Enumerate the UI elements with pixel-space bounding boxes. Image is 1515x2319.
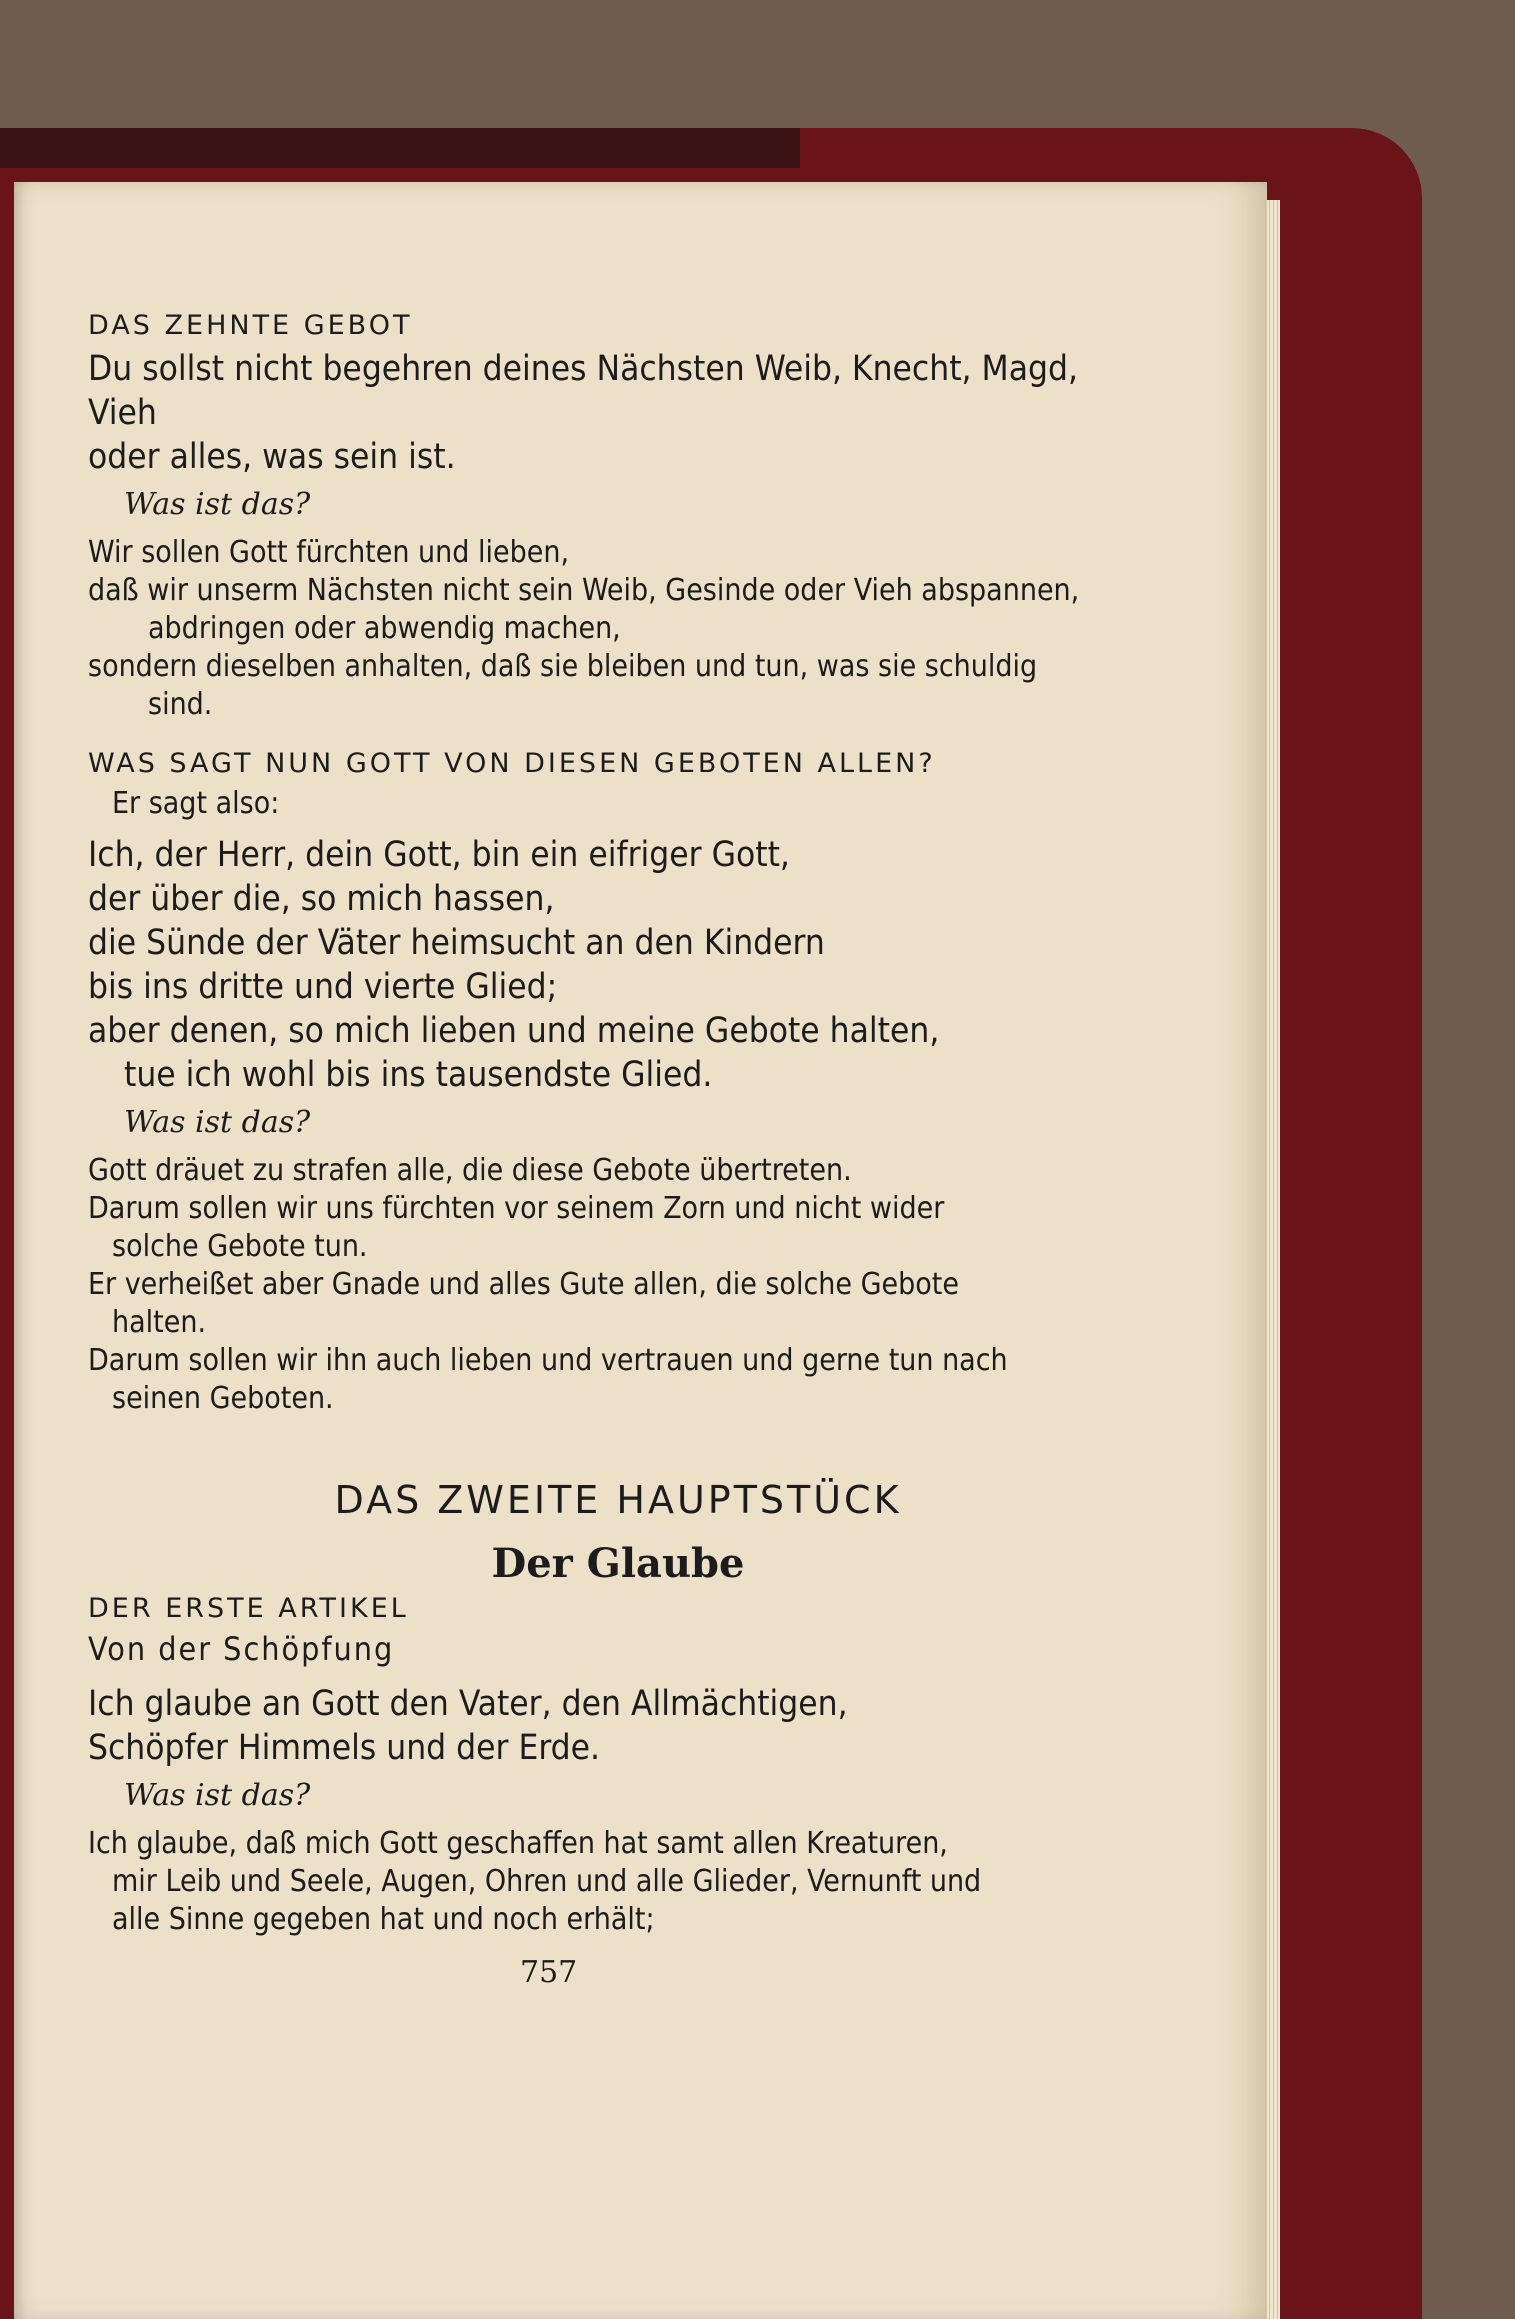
answer-line: mir Leib und Seele, Augen, Ohren und alle Glieder, Vernunft und [112, 1864, 982, 1899]
page-text [88, 310, 1148, 1939]
quote-line: Ich, der Herr, dein Gott, bin ein eifriger Gott, [88, 835, 790, 875]
answer-line: abdringen oder abwendig machen, [148, 611, 621, 646]
question: Was ist das? [124, 1105, 311, 1140]
book-cover-edge [0, 128, 800, 168]
answer-line: Darum sollen wir uns fürchten vor seinem Zorn und nicht wider [88, 1191, 945, 1226]
answer-line: alle Sinne gegeben hat und noch erhält; [112, 1902, 655, 1937]
article-heading: DER ERSTE ARTIKEL [88, 1593, 409, 1624]
quote-line: aber denen, so mich lieben und meine Gebote halten, [88, 1011, 940, 1051]
answer-line: Gott dräuet zu strafen alle, die diese Gebote übertreten. [88, 1153, 852, 1188]
quote-line: die Sünde der Väter heimsucht an den Kindern [88, 923, 825, 963]
commandment-line: Du sollst nicht begehren deines Nächsten Weib, Knecht, Magd, Vieh [88, 349, 1078, 433]
quote-line: bis ins dritte und vierte Glied; [88, 967, 558, 1007]
creed-line: Schöpfer Himmels und der Erde. [88, 1728, 601, 1768]
answer-line: Wir sollen Gott fürchten und lieben, [88, 535, 570, 570]
section-heading: DAS ZEHNTE GEBOT [88, 310, 413, 341]
article-subtitle: Von der Schöpfung [88, 1630, 395, 1668]
quote-line: tue ich wohl bis ins tausendste Glied. [124, 1055, 713, 1095]
answer-line: Ich glaube, daß mich Gott geschaffen hat samt allen Kreaturen, [88, 1826, 948, 1861]
answer-line: sondern dieselben anhalten, daß sie bleiben und tun, was sie schuldig [88, 649, 1038, 684]
question: Was ist das? [124, 1778, 311, 1813]
closing-heading: WAS SAGT NUN GOTT VON DIESEN GEBOTEN ALLEN? [88, 748, 936, 779]
answer-line: Darum sollen wir ihn auch lieben und vertrauen und gerne tun nach [88, 1343, 1008, 1378]
quote-line: der über die, so mich hassen, [88, 879, 555, 919]
answer-line: halten. [112, 1305, 207, 1340]
answer-line: seinen Geboten. [112, 1381, 334, 1416]
question: Was ist das? [124, 487, 311, 522]
answer-line: solche Gebote tun. [112, 1229, 368, 1264]
chapter-subtitle: Der Glaube [491, 1540, 745, 1587]
answer-line: daß wir unserm Nächsten nicht sein Weib, Gesinde oder Vieh abspannen, [88, 573, 1080, 608]
page-number: 757 [520, 1955, 578, 1990]
creed-line: Ich glaube an Gott den Vater, den Allmächtigen, [88, 1684, 848, 1724]
chapter-title: DAS ZWEITE HAUPTSTÜCK [334, 1478, 902, 1522]
answer-line: sind. [148, 687, 213, 722]
closing-intro: Er sagt also: [112, 786, 280, 821]
answer-line: Er verheißet aber Gnade und alles Gute allen, die solche Gebote [88, 1267, 959, 1302]
commandment-line: oder alles, was sein ist. [88, 437, 456, 477]
